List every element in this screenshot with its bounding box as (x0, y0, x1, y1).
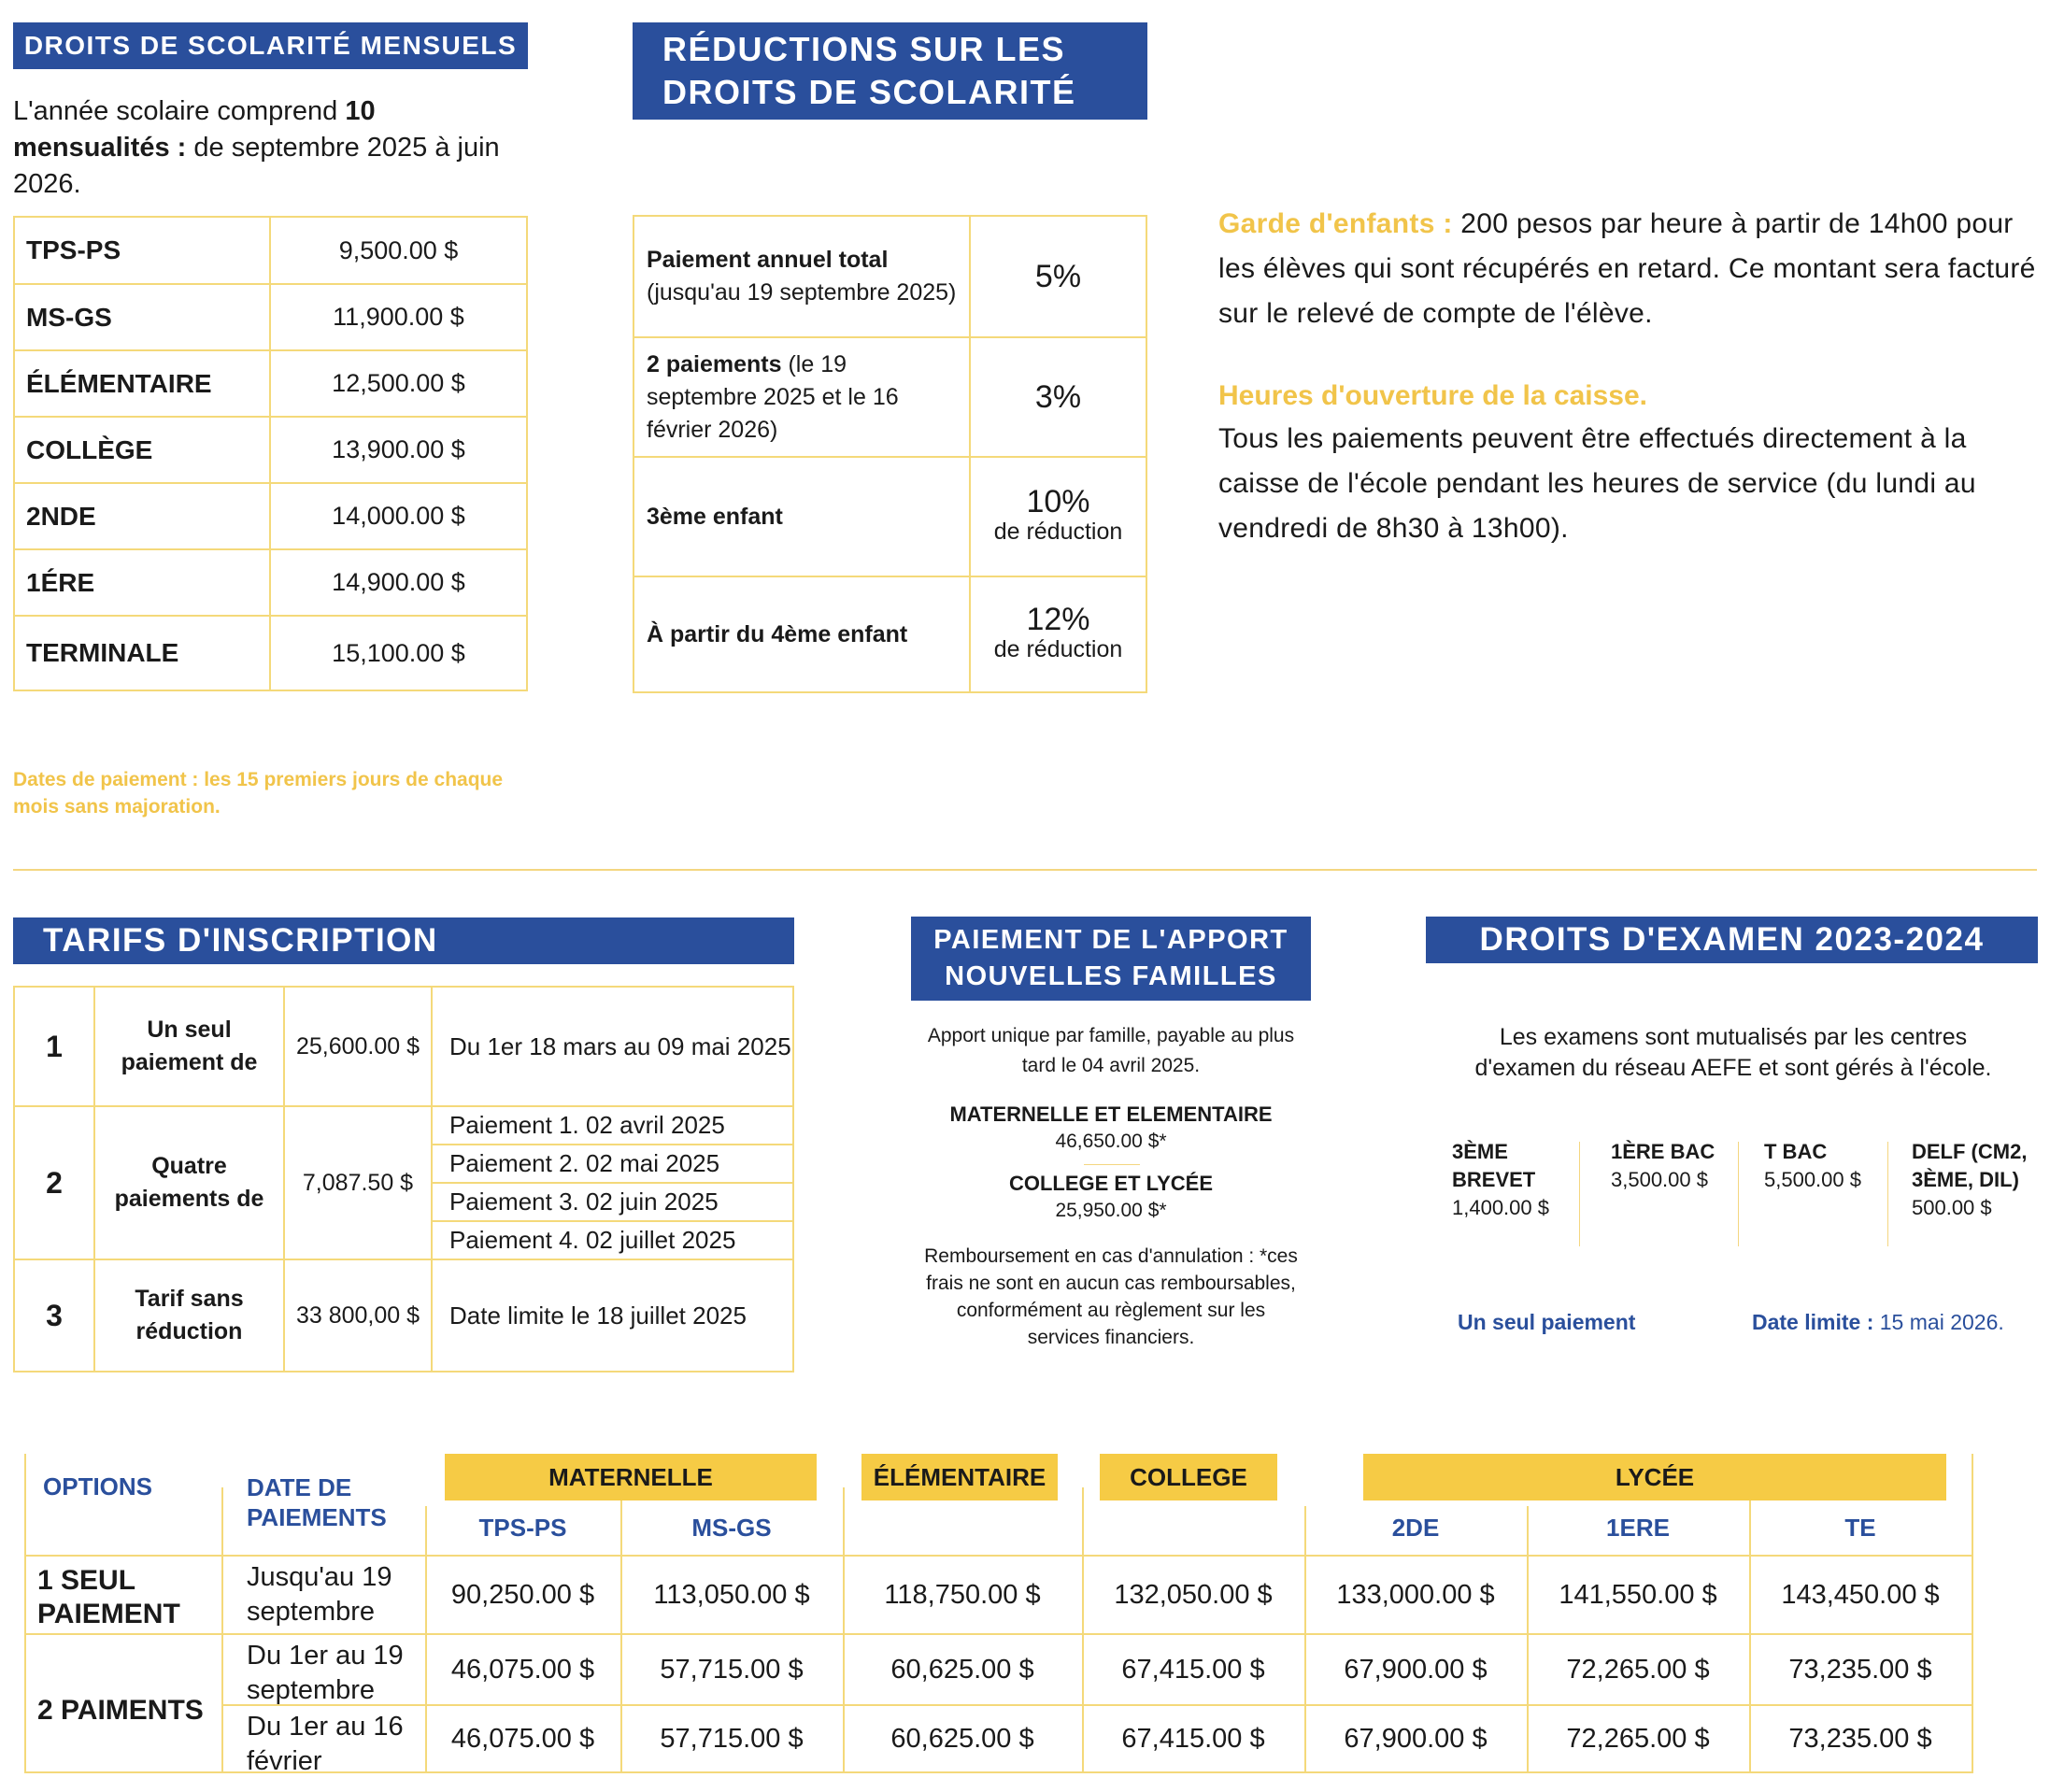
fees-cell: 72,265.00 $ (1566, 1723, 1710, 1754)
fees-cell: 57,715.00 $ (660, 1654, 804, 1685)
inscription-number: 3 (14, 1259, 94, 1372)
inscription-date: Paiement 1. 02 avril 2025 (432, 1106, 793, 1145)
fees-options-header: OPTIONS (43, 1472, 153, 1500)
annual-fees-table (24, 1454, 1972, 1776)
monthly-level: MS-GS (14, 284, 270, 350)
fees-cell: 72,265.00 $ (1566, 1654, 1710, 1685)
group-lycee: LYCÉE (1363, 1454, 1946, 1500)
inscription-label: Tarif sans réduction (94, 1259, 284, 1372)
reductions-table (633, 215, 1147, 693)
fees-cell: 57,715.00 $ (660, 1723, 804, 1754)
fees-cell: 67,415.00 $ (1121, 1654, 1265, 1685)
inscription-row (14, 1106, 793, 1145)
monthly-intro: L'année scolaire comprend 10 mensualités : de septembre 2025 à juin 2026. (13, 96, 500, 199)
sub-2de: 2DE (1391, 1514, 1440, 1542)
exam-item-brevet: 3ÈME BREVET 1,400.00 $ (1452, 1140, 1549, 1219)
childcare-info (1218, 202, 2041, 336)
inscription-date: Paiement 3. 02 juin 2025 (432, 1183, 793, 1221)
monthly-level: COLLÈGE (14, 417, 270, 483)
inscription-row (14, 987, 793, 1106)
apport-refund-note: Remboursement en cas d'annulation : *ces frais ne sont en aucun cas remboursables, conformément au règlement sur les services financiers. (924, 1245, 1298, 1348)
fees-cell: 60,625.00 $ (890, 1654, 1034, 1685)
apport-title-line2: NOUVELLES FAMILLES (945, 961, 1277, 991)
reduction-row (634, 576, 1146, 692)
inscription-title: TARIFS D'INSCRIPTION (43, 922, 438, 959)
exam-banner (1426, 917, 2038, 963)
monthly-row (14, 483, 527, 549)
reductions-banner (633, 22, 1147, 120)
apport-title-line1: PAIEMENT DE L'APPORT (933, 925, 1288, 955)
fees-cell: 90,250.00 $ (450, 1579, 595, 1610)
sub-1ere: 1ERE (1606, 1514, 1670, 1542)
reduction-value: 10% de réduction (970, 457, 1146, 576)
inscription-number: 1 (14, 987, 94, 1106)
fees-cell: 46,075.00 $ (450, 1654, 595, 1685)
apport-intro: Apport unique par famille, payable au plus tard le 04 avril 2025. (927, 1025, 1295, 1076)
exam-deadline: Date limite : 15 mai 2026. (1752, 1310, 2004, 1334)
fees-cell: 141,550.00 $ (1559, 1579, 1717, 1610)
monthly-tuition-title: DROITS DE SCOLARITÉ MENSUELS (23, 31, 518, 60)
inscription-amount: 7,087.50 $ (284, 1106, 432, 1259)
reduction-label: À partir du 4ème enfant (634, 576, 970, 692)
sub-ms-gs: MS-GS (691, 1514, 772, 1542)
exam-intro: Les examens sont mutualisés par les centres d'examen du réseau AEFE et sont gérés à l'école. (1474, 1024, 1992, 1081)
fees-cell: 73,235.00 $ (1788, 1723, 1932, 1754)
reductions-title-line1: RÉDUCTIONS SUR LES (662, 30, 1066, 68)
fees-payment-date: Jusqu'au 19 septembre (247, 1562, 392, 1627)
reduction-value: 3% (970, 337, 1146, 457)
reductions-title-line2: DROITS DE SCOLARITÉ (662, 73, 1076, 111)
apport-col-label: COLLEGE ET LYCÉE (1008, 1172, 1213, 1195)
exam-item-delf: DELF (CM2, 3ÈME, DIL) 500.00 $ (1912, 1140, 2028, 1219)
fees-cell: 67,415.00 $ (1121, 1723, 1265, 1754)
exam-single-payment: Un seul paiement (1458, 1310, 1636, 1334)
inscription-date: Paiement 2. 02 mai 2025 (432, 1145, 793, 1183)
exam-item-t-bac: T BAC 5,500.00 $ (1764, 1140, 1861, 1191)
monthly-level: 2NDE (14, 483, 270, 549)
monthly-level: TPS-PS (14, 217, 270, 284)
monthly-row (14, 350, 527, 417)
fees-cell: 67,900.00 $ (1344, 1654, 1488, 1685)
group-college: COLLEGE (1100, 1454, 1277, 1500)
apport-col-amount: 25,950.00 $* (1055, 1200, 1167, 1221)
fees-payment-date: Du 1er au 16 février (247, 1712, 404, 1776)
inscription-table (13, 986, 794, 1372)
inscription-label: Quatre paiements de (94, 1106, 284, 1259)
group-elementaire: ÉLÉMENTAIRE (861, 1454, 1058, 1500)
monthly-level: ÉLÉMENTAIRE (14, 350, 270, 417)
fees-cell: 113,050.00 $ (653, 1579, 810, 1610)
exam-item-1ere-bac: 1ÈRE BAC 3,500.00 $ (1611, 1140, 1715, 1191)
inscription-banner (13, 917, 794, 964)
section-divider (13, 869, 2037, 871)
monthly-row (14, 549, 527, 616)
inscription-amount: 25,600.00 $ (284, 987, 432, 1106)
monthly-level: 1ÉRE (14, 549, 270, 616)
fees-payment-date: Du 1er au 19 septembre (247, 1641, 404, 1705)
reduction-label: 3ème enfant (634, 457, 970, 576)
sub-tps-ps: TPS-PS (478, 1514, 567, 1542)
monthly-amount: 9,500.00 $ (270, 217, 527, 284)
fees-cell: 46,075.00 $ (450, 1723, 595, 1754)
monthly-row (14, 616, 527, 690)
cashier-hours-label: Heures d'ouverture de la caisse. (1218, 380, 1648, 411)
monthly-row (14, 284, 527, 350)
inscription-date: Paiement 4. 02 juillet 2025 (432, 1221, 793, 1259)
apport-divider (1084, 1164, 1140, 1165)
inscription-date: Date limite le 18 juillet 2025 (432, 1259, 793, 1372)
monthly-row (14, 417, 527, 483)
fees-cell: 118,750.00 $ (884, 1579, 1041, 1610)
fees-cell: 143,450.00 $ (1781, 1579, 1940, 1610)
monthly-row (14, 217, 527, 284)
monthly-amount: 12,500.00 $ (270, 350, 527, 417)
inscription-date: Du 1er 18 mars au 09 mai 2025 (432, 987, 793, 1106)
monthly-amount: 15,100.00 $ (270, 616, 527, 690)
reduction-value: 12% de réduction (970, 576, 1146, 692)
inscription-amount: 33 800,00 $ (284, 1259, 432, 1372)
reduction-row (634, 457, 1146, 576)
group-maternelle: MATERNELLE (445, 1454, 817, 1500)
fees-dates-header: DATE DE PAIEMENTS (247, 1473, 387, 1531)
payment-dates-note: Dates de paiement : les 15 premiers jours de chaque mois sans majoration. (13, 769, 504, 818)
monthly-amount: 14,900.00 $ (270, 549, 527, 616)
monthly-amount: 11,900.00 $ (270, 284, 527, 350)
inscription-row (14, 1259, 793, 1372)
fees-cell: 67,900.00 $ (1344, 1723, 1488, 1754)
sub-te: TE (1844, 1514, 1876, 1542)
reduction-label: 2 paiements (le 19 septembre 2025 et le 16 février 2026) (634, 337, 970, 457)
fees-cell: 60,625.00 $ (890, 1723, 1034, 1754)
fees-option-single: 1 SEUL PAIEMENT (37, 1565, 180, 1629)
fees-cell: 132,050.00 $ (1114, 1579, 1273, 1610)
apport-mat-amount: 46,650.00 $* (1055, 1131, 1167, 1152)
monthly-level: TERMINALE (14, 616, 270, 690)
apport-banner (911, 917, 1311, 1001)
monthly-amount: 14,000.00 $ (270, 483, 527, 549)
reduction-row (634, 337, 1146, 457)
fees-cell: 133,000.00 $ (1336, 1579, 1495, 1610)
monthly-tuition-table (13, 216, 528, 691)
fees-cell: 73,235.00 $ (1788, 1654, 1932, 1685)
apport-mat-label: MATERNELLE ET ELEMENTAIRE (949, 1102, 1273, 1126)
inscription-label: Un seul paiement de (94, 987, 284, 1106)
monthly-tuition-banner (13, 22, 528, 69)
fees-option-two: 2 PAIMENTS (37, 1695, 204, 1726)
inscription-number: 2 (14, 1106, 94, 1259)
exam-title: DROITS D'EXAMEN 2023-2024 (1479, 921, 1985, 958)
reduction-row (634, 216, 1146, 337)
cashier-hours-text: Tous les paiements peuvent être effectués directement à la caisse de l'école pendant les heures de service (du lundi au vendredi de 8h30 à 13h00). (1218, 423, 1976, 544)
childcare-text: 200 pesos par heure à partir de 14h00 pour les élèves qui sont récupérés en retard. Ce montant sera facturé sur le relevé de compte de l'élève. (1218, 208, 2036, 329)
childcare-label: Garde d'enfants : (1218, 208, 1453, 239)
reduction-value: 5% (970, 216, 1146, 337)
monthly-amount: 13,900.00 $ (270, 417, 527, 483)
reduction-label: Paiement annuel total (jusqu'au 19 septembre 2025) (634, 216, 970, 337)
